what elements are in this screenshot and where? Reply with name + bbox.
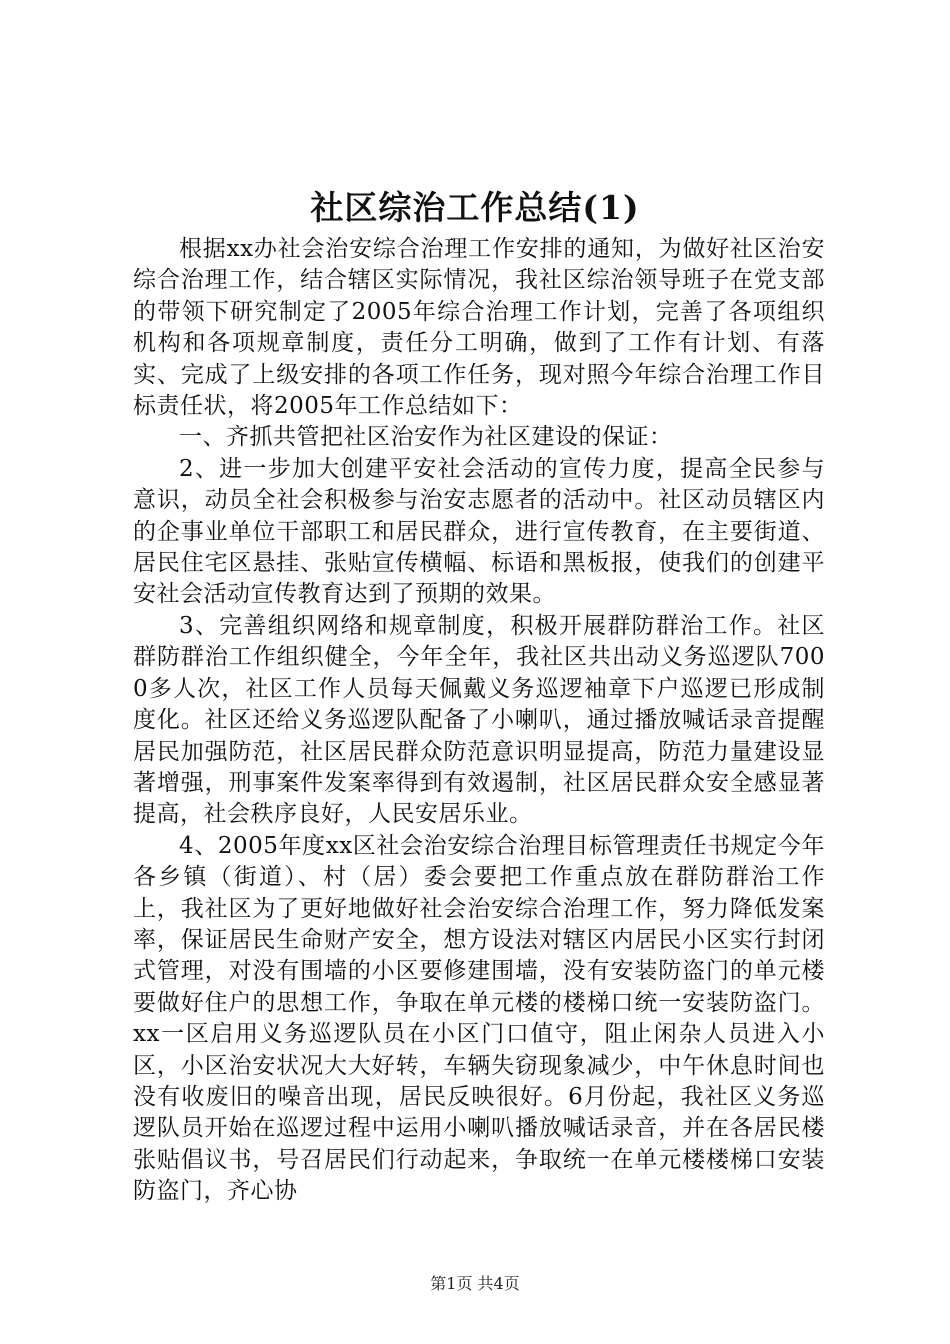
- paragraph-intro: 根据xx办社会治安综合治理工作安排的通知，为做好社区治安综合治理工作，结合辖区实际情况，我社区综治领导班子在党支部的带领下研究制定了2005年综合治理工作计划，完善了各项组织机构和各项规章制度，责任分工明确，做到了工作有计划、有落实、完成了上级安排的各项工作任务，现对照今年综合治理工作目标责任状，将2005年工作总结如下：: [133, 236, 825, 420]
- paragraph-item-4: 4、2005年度xx区社会治安综合治理目标管理责任书规定今年各乡镇（街道）、村（居）委会要把工作重点放在群防群治工作上，我社区为了更好地做好社会治安综合治理工作，努力降低发案率，保证居民生命财产安全，想方设法对辖区内居民小区实行封闭式管理，对没有围墙的小区要修建围墙，没有安装防盗门的单元楼要做好住户的思想工作，争取在单元楼的楼梯口统一安装防盗门。xx一区启用义务巡逻队员在小区门口值守，阻止闲杂人员进入小区，小区治安状况大大好转，车辆失窃现象减少，中午休息时间也没有收废旧的噪音出现，居民反映很好。6月份起，我社区义务巡逻队员开始在巡逻过程中运用小喇叭播放喊话录音，并在各居民楼张贴倡议书，号召居民们行动起来，争取统一在单元楼楼梯口安装防盗门，齐心协: [133, 832, 825, 1205]
- paragraph-item-3: 3、完善组织网络和规章制度，积极开展群防群治工作。社区群防群治工作组织健全，今年全年，我社区共出动义务巡逻队7000多人次，社区工作人员每天佩戴义务巡逻袖章下户巡逻已形成制度化。社区还给义务巡逻队配备了小喇叭，通过播放喊话录音提醒居民加强防范，社区居民群众防范意识明显提高，防范力量建设显著增强，刑事案件发案率得到有效遏制，社区居民群众安全感显著提高，社会秩序良好，人民安居乐业。: [133, 612, 825, 828]
- paragraph-item-2: 2、进一步加大创建平安社会活动的宣传力度，提高全民参与意识，动员全社会积极参与治安志愿者的活动中。社区动员辖区内的企事业单位干部职工和居民群众，进行宣传教育，在主要街道、居民住宅区悬挂、张贴宣传横幅、标语和黑板报，使我们的创建平安社会活动宣传教育达到了预期的效果。: [133, 455, 825, 608]
- document-body: [133, 234, 825, 1208]
- page-number-footer: 第1页 共4页: [430, 1274, 520, 1293]
- paragraph-section-1-heading: 一、齐抓共管把社区治安作为社区建设的保证：: [179, 424, 673, 451]
- document-title: 社区综治工作总结(1): [310, 188, 640, 227]
